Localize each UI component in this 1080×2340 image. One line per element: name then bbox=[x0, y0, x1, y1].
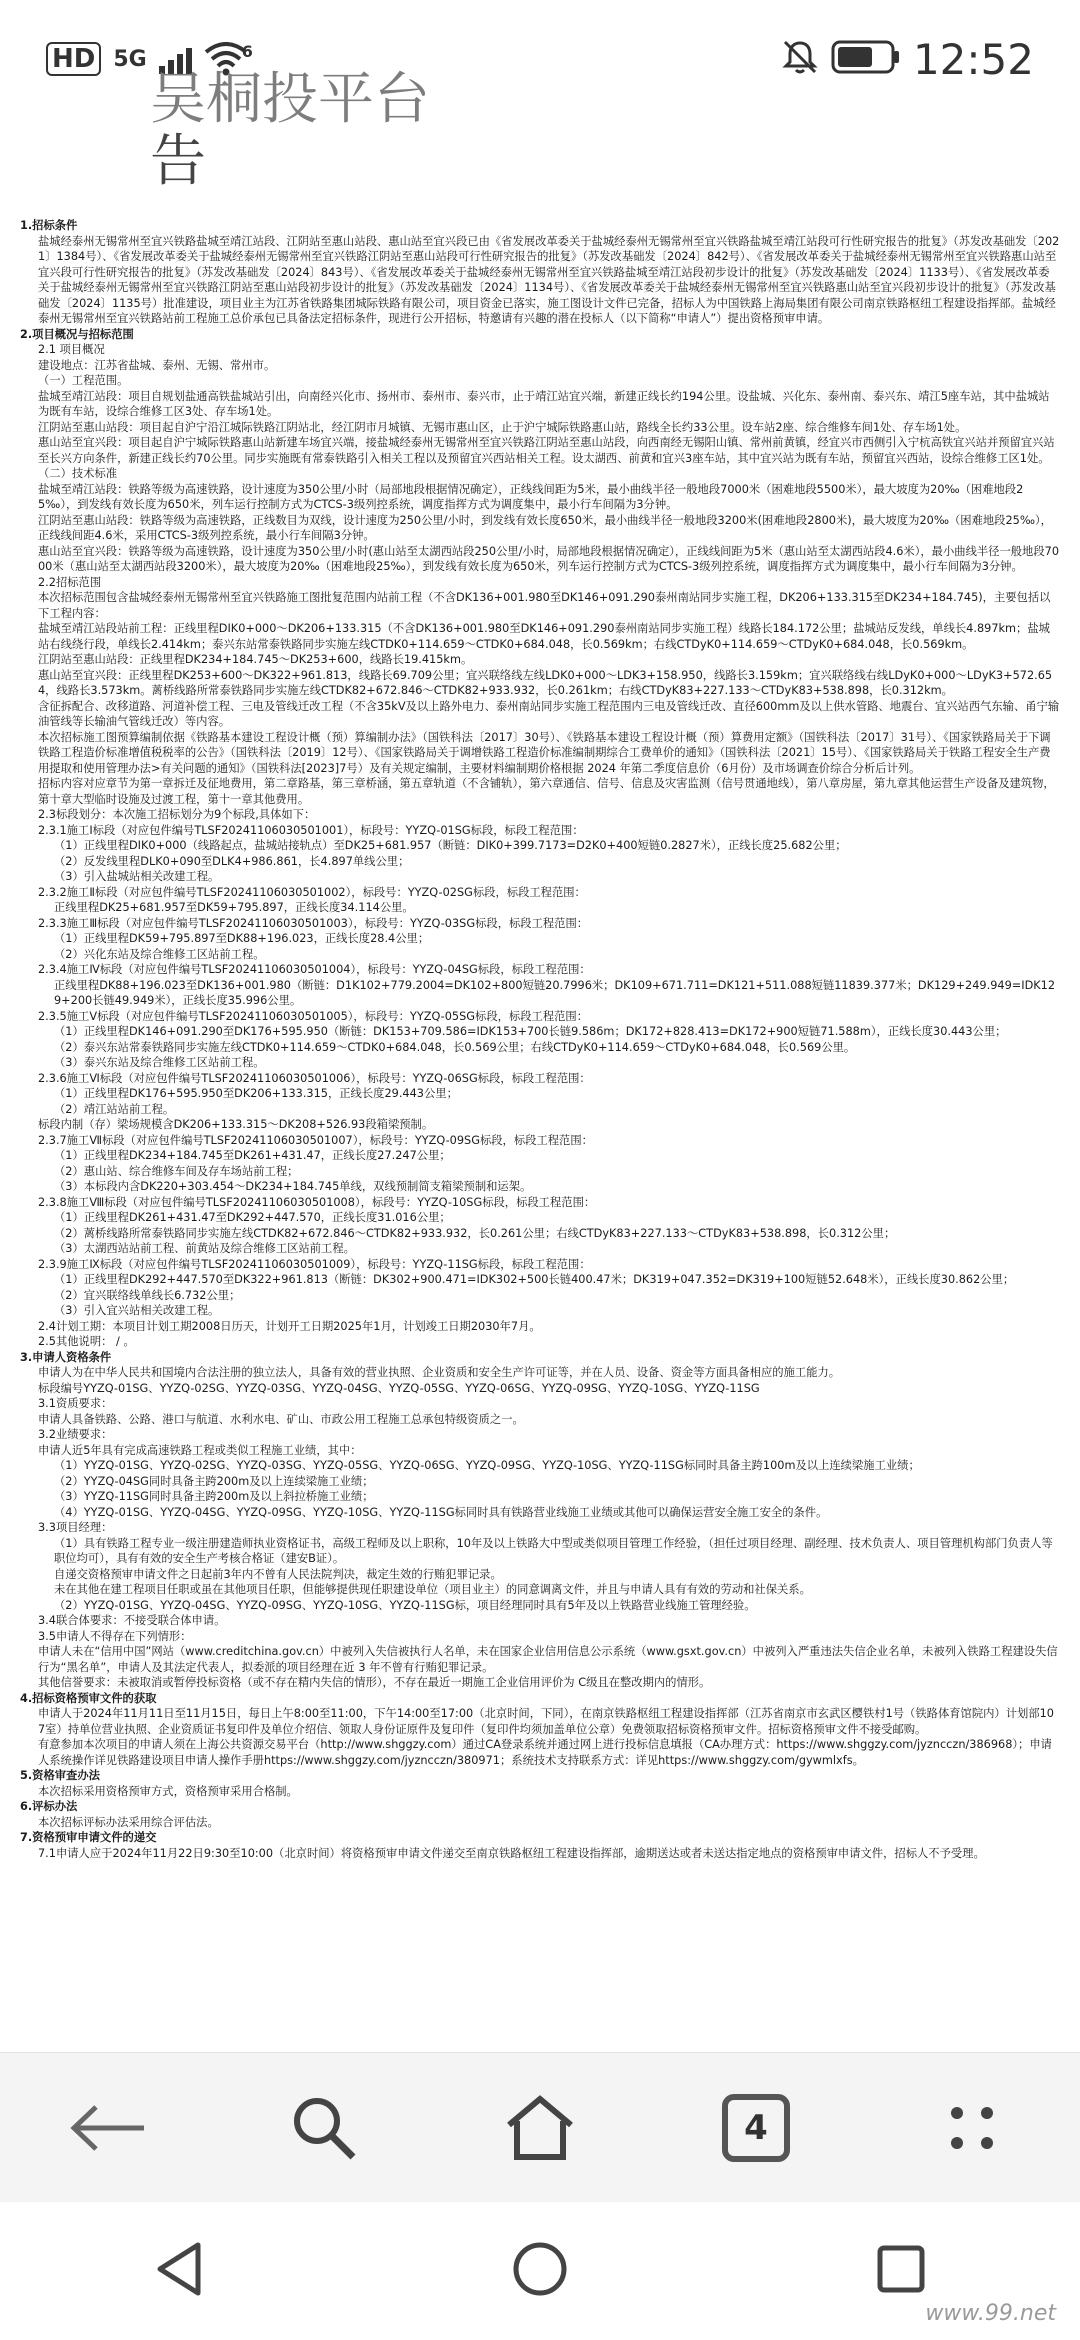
document-paragraph: 2.3.6施工Ⅵ标段（对应包件编号TLSF20241106030501006），标段号：YYZQ-06SG标段，标段工程范围： bbox=[38, 1071, 591, 1085]
document-paragraph: （1）正线里程DK234+184.745至DK261+431.47，正线长度27.247公里； bbox=[54, 1149, 451, 1162]
document-paragraph: 本次招标采用资格预审方式，资格预审采用合格制。 bbox=[38, 1784, 298, 1798]
search-icon bbox=[289, 2093, 359, 2163]
triangle-back-icon bbox=[154, 2241, 204, 2297]
document-paragraph: 2.3.2施工Ⅱ标段（对应包件编号TLSF20241106030501002），标段号：YYZQ-02SG标段，标段工程范围： bbox=[38, 885, 586, 899]
document-paragraph: 有意参加本次项目的申请人须在上海公共资源交易平台（http://www.shggzy.com）通过CA登录系统并通过网上进行投标信息填报（CA办理方式：https://www.shggzy.com/jyzncczn/386968）；申请人系统操作详见铁路建设项目申请人操作手册https://www.shggzy.com/jyzncczn/380971；系统技术支持联系方式：详见https://www.shggzy.com/gywmlxfs。 bbox=[38, 1738, 1052, 1767]
document-paragraph: 2.2招标范围 bbox=[38, 575, 102, 589]
document-paragraph: （1）正线里程DK292+447.570至DK322+961.813（断链：DK302+900.471=IDK302+500长链400.47米；DK319+047.352=DK319+100短链52.648米），正线长度30.862公里； bbox=[54, 1273, 1015, 1286]
tabs-button[interactable] bbox=[696, 2068, 816, 2188]
section-heading: 5.资格审查办法 bbox=[20, 1769, 100, 1782]
document-paragraph: 正线里程DK88+196.023至DK136+001.980（断链：D1K102+779.2004=DK102+800短链20.7996米；DK109+671.711=DK121+511.088短链11839.377米；DK129+249.949=IDK129+200长链49.949米），正线长度35.996公里。 bbox=[54, 978, 1056, 1007]
document-paragraph: （1）正线里程DIK0+000（线路起点，盐城站接轨点）至DK25+681.957（断链：DIK0+399.7173=D2K0+400短链0.2827米），正线长度25.682公里； bbox=[54, 839, 847, 852]
document-paragraph: 江阴站至惠山站段：项目起自沪宁沿江城际铁路江阴站北，经江阴市月城镇、无锡市惠山区，止于沪宁城际铁路惠山站，路线全长约33公里。设车站2座、综合维修车间1处、存车场1处。 bbox=[38, 420, 967, 434]
back-button[interactable] bbox=[48, 2068, 168, 2188]
document-paragraph: （2）靖江站站前工程。 bbox=[54, 1102, 175, 1116]
document-paragraph: 3.3项目经理： bbox=[38, 1521, 113, 1534]
section-heading: 2.项目概况与招标范围 bbox=[20, 327, 134, 341]
circle-home-icon bbox=[512, 2241, 568, 2297]
document-paragraph: 3.1资质要求： bbox=[38, 1397, 113, 1410]
menu-button[interactable] bbox=[912, 2068, 1032, 2188]
section-heading: 3.申请人资格条件 bbox=[20, 1350, 112, 1364]
search-button[interactable] bbox=[264, 2068, 384, 2188]
title-partial: 吴桐投平台 bbox=[150, 70, 430, 132]
document-paragraph: （1）正线里程DK59+795.897至DK88+196.023，正线长度28.4公里； bbox=[54, 932, 430, 945]
document-paragraph: 7.1申请人应于2024年11月22日9:30至10:00（北京时间）将资格预审申请文件递交至南京铁路枢纽工程建设指挥部，逾期送达或者未送达指定地点的资格预审申请文件，招标人不予受理。 bbox=[38, 1846, 985, 1860]
document-paragraph: （1）正线里程DK261+431.47至DK292+447.570，正线长度31.016公里； bbox=[54, 1211, 451, 1224]
document-paragraph: 申请人近5年具有完成高速铁路工程或类似工程施工业绩，其中： bbox=[38, 1443, 362, 1457]
document-paragraph: 盐城至靖江站段：项目自规划盐通高铁盐城站引出，向南经兴化市、扬州市、泰州市、泰兴市，止于靖江站宜兴端，新建正线长约194公里。设盐城、兴化东、泰州南、泰兴东、靖江5座车站，其中盐城站为既有车站，设综合维修工区3处、存车场1处。 bbox=[38, 389, 1050, 418]
document-paragraph: 申请人为在中华人民共和国境内合法注册的独立法人，具备有效的营业执照、企业资质和安全生产许可证等，并在人员、设备、资金等方面具备相应的施工能力。 bbox=[38, 1366, 841, 1379]
document-paragraph: （3）引入盐城站相关改建工程。 bbox=[54, 870, 220, 883]
document-paragraph: 3.5申请人不得存在下列情形： bbox=[38, 1629, 192, 1643]
document-paragraph: （4）YYZQ-01SG、YYZQ-04SG、YYZQ-09SG、YYZQ-10SG、YYZQ-11SG标同时具有铁路营业线施工业绩或其他可以确保运营安全施工安全的条件。 bbox=[54, 1505, 828, 1519]
browser-toolbar bbox=[0, 2052, 1080, 2203]
document-paragraph: （3）太湖西站站前工程、前黄站及综合维修工区站前工程。 bbox=[54, 1242, 355, 1255]
document-paragraph: 本次招标范围包含盐城经泰州无锡常州至宜兴铁路施工图批复范围内站前工程（不含DK136+001.980至DK146+091.290泰州南站同步实施工程，DK206+133.315至DK234+184.745)，主要包括以下工程内容： bbox=[38, 591, 1051, 620]
section-heading: 6.评标办法 bbox=[20, 1800, 78, 1813]
document-paragraph: 2.3.5施工Ⅴ标段（对应包件编号TLSF20241106030501005），标段号：YYZQ-05SG标段，标段工程范围： bbox=[38, 1009, 589, 1023]
document-paragraph: 江阴站至惠山站段：铁路等级为高速铁路，正线数目为双线，设计速度为250公里/小时，到发线有效长度650米，最小曲线半径一般地段3200米(困难地段2800米)，最大坡度为20‰（困难地段25‰），正线线间距4.6米，采用CTCS-3级列控系统，最小行车间隔3分钟。 bbox=[38, 513, 1052, 542]
section-heading: 4.招标资格预审文件的获取 bbox=[20, 1691, 157, 1705]
document-paragraph: 2.1 项目概况 bbox=[38, 343, 105, 356]
document-paragraph: （2）反发线里程DLK0+090至DLK4+986.861，长4.897单线公里； bbox=[54, 854, 410, 868]
document-paragraph: 未在其他在建工程项目任职或虽在其他项目任职，但能够提供现任职建设单位（项目业主）的同意调离文件，并且与申请人具有有效的劳动和社保关系。 bbox=[54, 1583, 811, 1596]
document-paragraph: （3）YYZQ-11SG同时具备主跨200m及以上斜拉桥施工业绩； bbox=[54, 1490, 374, 1503]
document-paragraph: 本次招标施工图预算编制依据《铁路基本建设工程设计概（预）算编制办法》（国铁科法〔2017〕30号）、《铁路基本建设工程设计概（预）算费用定额》（国铁科法〔2017〕31号）、《国家铁路局关于下调铁路工程造价标准增值税税率的公告》（国铁科法〔2019〕12号）、《国家铁路局关于调增铁路工程造价标准编制期综合工费单价的通知》（国铁科法〔2021〕15号）、《国家铁路局关于铁路工程安全生产费用提取和使用管理办法>有关问题的通知》（国铁科法[2023]7号）及有关规定编制，主要材料编制期价格根据 2024 年第二季度信息价（6月份）及市场调查价综合分析后计列。 bbox=[38, 730, 1051, 775]
wifi-badge: 6 bbox=[241, 42, 253, 61]
document-paragraph: 申请人未在“信用中国”网站（www.creditchina.gov.cn）中被列入失信被执行人名单，未在国家企业信用信息公示系统（www.gsxt.gov.cn）中被列入严重违法失信企业名单，未被列入铁路工程建设失信行为“黑名单”，申请人及其法定代表人，拟委派的项目经理在近 3 年不曾有行贿犯罪记录。 bbox=[38, 1645, 1058, 1674]
document-paragraph: 正线里程DK25+681.957至DK59+795.897，正线长度34.114公里。 bbox=[54, 901, 414, 914]
document-paragraph: 申请人具备铁路、公路、港口与航道、水利水电、矿山、市政公用工程施工总承包特级资质之一。 bbox=[38, 1412, 524, 1426]
document-paragraph: 建设地点：江苏省盐城、泰州、无锡、常州市。 bbox=[38, 358, 276, 372]
menu-dots-icon bbox=[947, 2103, 997, 2153]
hd-badge: HD bbox=[46, 42, 101, 76]
document-paragraph: 盐城至靖江站段：铁路等级为高速铁路，设计速度为350公里/小时（局部地段根据情况确定），正线线间距为5米，最小曲线半径一般地段7000米（困难地段5500米），最大坡度为20‰（困难地段25‰），到发线有效长度为650米，列车运行控制方式为CTCS-3级列控系统，调度指挥方式为调度集中，最小行车间隔为3分钟。 bbox=[38, 482, 1024, 511]
document-paragraph: 盐城经泰州无锡常州至宜兴铁路盐城至靖江站段、江阴站至惠山站段、惠山站至宜兴段已由《省发展改革委关于盐城经泰州无锡常州至宜兴铁路盐城至靖江站段可行性研究报告的批复》（苏发改基础发〔2021〕1384号）、《省发展改革委关于盐城经泰州无锡常州至宜兴铁路江阴站至惠山站段可行性研究报告的批复》（苏发改基础发〔2024〕842号）、《省发展改革委关于盐城经泰州无锡常州至宜兴铁路惠山站至宜兴段可行性研究报告的批复》（苏发改基础发〔2024〕843号）、《省发展改革委关于盐城经泰州无锡常州至宜兴铁路盐城至靖江站段初步设计的批复》（苏发改基础发〔2024〕1133号）、《省发展改革委关于盐城经泰州无锡常州至宜兴铁路江阴站至惠山站段初步设计的批复》（苏发改基础发〔2024〕1134号）、《省发展改革委关于盐城经泰州无锡常州至宜兴铁路惠山站至宜兴段初步设计的批复》（苏发改基础发〔2024〕1135号）批准建设，项目业主为江苏省铁路集团城际铁路有限公司，项目资金已落实，施工图设计文件已完备，招标人为中国铁路上海局集团有限公司南京铁路枢纽工程建设指挥部。盐城经泰州无锡常州至宜兴铁路站前工程施工总价承包已具备法定招标条件，现进行公开招标，特邀请有兴趣的潜在投标人（以下简称“申请人”）提出资格预审申请。 bbox=[38, 234, 1060, 325]
document-paragraph: 本次招标评标办法采用综合评估法。 bbox=[38, 1815, 219, 1829]
document-paragraph: 含征拆配合、改移道路、河道补偿工程、三电及管线迁改工程（不含35kV及以上路外电力、泰州南站同步实施工程范围内三电及管线迁改、直径600mm及以上供水管路、地震台、宜兴站西气东输、甬宁输油管线等长输油气管线迁改）等内容。 bbox=[38, 699, 1060, 728]
document-paragraph: （2）泰兴东站常泰铁路同步实施左线CTDK0+114.659～CTDK0+684.048，长0.569公里；右线CTDyK0+114.659～CTDyK0+684.048，长0.569公里。 bbox=[54, 1040, 856, 1054]
document-paragraph: （1）正线里程DK146+091.290至DK176+595.950（断链：DK153+709.586=IDK153+700长链9.586m；DK172+828.413=DK172+900短链71.588m），正线长度30.443公里； bbox=[54, 1025, 1007, 1038]
document-paragraph: （2）兴化东站及综合维修工区站前工程。 bbox=[54, 947, 265, 961]
document-paragraph: 自递交资格预审申请文件之日起前3年内不曾有人民法院判决，裁定生效的行贿犯罪记录。 bbox=[54, 1567, 502, 1581]
document-paragraph: （1）正线里程DK176+595.950至DK206+133.315，正线长度29.443公里； bbox=[54, 1087, 458, 1100]
document-paragraph: （1）具有铁路工程专业一级注册建造师执业资格证书，高级工程师及以上职称，10年及以上铁路大中型或类似项目管理工作经验，（担任过项目经理、副经理、技术负责人、项目管理机构部门负责人等职位均可），具有有效的安全生产考核合格证（建安B证）。 bbox=[54, 1536, 1053, 1565]
document-paragraph: （二）技术标准 bbox=[38, 467, 118, 480]
document-paragraph: 招标内容对应章节为第一章拆迁及征地费用，第二章路基，第三章桥涵，第五章轨道（不含铺轨），第六章通信、信号、信息及灾害监测（信号贯通地线），第八章房屋，第九章其他运营生产设备及建筑物，第十章大型临时设施及过渡工程，第十一章其他费用。 bbox=[38, 777, 1055, 806]
document-paragraph: 2.3.9施工Ⅸ标段（对应包件编号TLSF20241106030501009），标段号：YYZQ-11SG标段，标段工程范围： bbox=[38, 1257, 591, 1271]
system-back-button[interactable] bbox=[154, 2241, 204, 2301]
document-paragraph: 2.3.8施工Ⅷ标段（对应包件编号TLSF20241106030501008），标段号：YYZQ-10SG标段，标段工程范围： bbox=[38, 1195, 596, 1209]
system-recents-button[interactable] bbox=[876, 2244, 926, 2298]
document-paragraph: 惠山站至宜兴段：项目起自沪宁城际铁路惠山站新建车场宜兴端，接盐城经泰州无锡常州至宜兴铁路江阴站至惠山站段，向西南经无锡阳山镇、常州前黄镇，经宜兴市西侧引入宁杭高铁宜兴站并预留宜兴站至长兴方向条件，新建正线长约70公里。同步实施既有常泰铁路引入相关工程以及预留宜兴西站相关工程。设太湖西、前黄和宜兴3座车站，其中宜兴站为既有车站，预留宜兴西站，设综合维修工区1处。 bbox=[38, 436, 1055, 465]
document-paragraph: 2.3标段划分：本次施工招标划分为9个标段,具体如下： bbox=[38, 808, 316, 821]
home-icon bbox=[503, 2093, 577, 2163]
network-type: 5G bbox=[113, 46, 147, 72]
title-tail: 告 bbox=[150, 129, 206, 194]
document-paragraph: 申请人于2024年11月11日至11月15日，每日上午8:00至11:00，下午14:00至17:00（北京时间，下同），在南京铁路枢纽工程建设指挥部（江苏省南京市玄武区樱铁村1号（铁路体育馆院内）计划部107室）持单位营业执照、企业资质证书复印件及单位介绍信、领取人身份证原件及复印件（复印件均须加盖单位公章）免费领取招标资格预审文件。招标资格预审文件不接受邮购。 bbox=[38, 1707, 1054, 1736]
section-heading: 1.招标条件 bbox=[20, 219, 78, 232]
back-arrow-icon bbox=[68, 2103, 148, 2153]
tabs-count: 4 bbox=[722, 2094, 790, 2162]
document-paragraph: 标段编号YYZQ-01SG、YYZQ-02SG、YYZQ-03SG、YYZQ-04SG、YYZQ-05SG、YYZQ-06SG、YYZQ-09SG、YYZQ-10SG、YYZQ-11SG bbox=[38, 1381, 760, 1395]
document-paragraph: 惠山站至宜兴段：正线里程DK253+600～DK322+961.813，线路长69.709公里；宜兴联络线左线LDK0+000～LDK3+158.950，线路长3.159km；宜兴联络线右线LDyK0+000～LDyK3+572.654，线路长3.573km。蓠桥线路所常泰铁路同步实施左线CTDK82+672.846～CTDK82+933.932，长0.261km；右线CTDyK83+227.133～CTDyK83+538.898，长0.312km。 bbox=[38, 668, 1053, 697]
document-paragraph: （3）引入宜兴站相关改建工程。 bbox=[54, 1304, 220, 1317]
document-paragraph: （2）蓠桥线路所常泰铁路同步实施左线CTDK82+672.846～CTDK82+933.932，长0.261公里；右线CTDyK83+227.133～CTDyK83+538.898，长0.312公里； bbox=[54, 1226, 896, 1240]
system-nav-bar bbox=[0, 2202, 1080, 2340]
document-paragraph: （2）惠山站、综合维修车间及存车场站前工程； bbox=[54, 1164, 299, 1178]
document-paragraph: 其他信誉要求：未被取消或暂停投标资格（或不存在精内失信的情形），不存在最近一期施工企业信用评价为 C级且在整改期内的情形。 bbox=[38, 1676, 711, 1689]
section-heading: 7.资格预审申请文件的递交 bbox=[20, 1831, 157, 1844]
document-paragraph: 3.4联合体要求：不接受联合体申请。 bbox=[38, 1614, 226, 1627]
document-paragraph: 2.3.4施工Ⅳ标段（对应包件编号TLSF20241106030501004），标段号：YYZQ-04SG标段，标段工程范围： bbox=[38, 963, 591, 976]
document-paragraph: （2）宜兴联络线单线长6.732公里； bbox=[54, 1288, 241, 1302]
document-paragraph: （2）YYZQ-04SG同时具备主跨200m及以上连续梁施工业绩； bbox=[54, 1474, 374, 1488]
clock: 12:52 bbox=[912, 34, 1034, 84]
square-recents-icon bbox=[876, 2244, 926, 2294]
document-paragraph: （3）泰兴东站及综合维修工区站前工程。 bbox=[54, 1056, 265, 1069]
document-text bbox=[20, 218, 1060, 1861]
announcement-document[interactable] bbox=[20, 70, 1060, 2060]
watermark: www.99.net bbox=[925, 2301, 1056, 2326]
home-button[interactable] bbox=[480, 2068, 600, 2188]
document-paragraph: （2）YYZQ-01SG、YYZQ-04SG、YYZQ-09SG、YYZQ-10SG、YYZQ-11SG标，项目经理同时具有5年及以上铁路营业线施工管理经验。 bbox=[54, 1598, 756, 1612]
document-paragraph: 盐城至靖江站段站前工程：正线里程DIK0+000～DK206+133.315（不含DK136+001.980至DK146+091.290泰州南站同步实施工程）线路长184.172公里；盐城站反发线，单线长4.897km；盐城站右线绕行段，单线长2.414km；泰兴东站常泰铁路同步实施左线CTDK0+114.659～CTDK0+684.048，长0.569km；右线CTDyK0+114.659～CTDyK0+684.048，长0.569km。 bbox=[38, 622, 1050, 651]
document-paragraph: 2.3.7施工Ⅶ标段（对应包件编号TLSF20241106030501007），标段号：YYZQ-09SG标段，标段工程范围： bbox=[38, 1133, 593, 1147]
document-paragraph: （1）YYZQ-01SG、YYZQ-02SG、YYZQ-03SG、YYZQ-05SG、YYZQ-06SG、YYZQ-09SG、YYZQ-10SG、YYZQ-11SG标同时具备主跨100m及以上连续梁施工业绩； bbox=[54, 1459, 920, 1472]
document-paragraph: 标段内制（存）梁场规模含DK206+133.315～DK208+526.93段箱梁预制。 bbox=[38, 1118, 434, 1131]
system-home-button[interactable] bbox=[512, 2241, 568, 2301]
document-paragraph: （3）本标段内含DK220+303.454～DK234+184.745单线，双线预制简支箱梁预制和运架。 bbox=[54, 1180, 532, 1193]
document-paragraph: 2.4计划工期：本项目计划工期2008日历天，计划开工日期2025年1月，计划竣工日期2030年7月。 bbox=[38, 1319, 541, 1333]
document-paragraph: 2.5其他说明： / 。 bbox=[38, 1335, 135, 1348]
document-paragraph: 惠山站至宜兴段：铁路等级为高速铁路，设计速度为350公里/小时(惠山站至太湖西站段250公里/小时，局部地段根据情况确定），正线线间距为5米（惠山站至太湖西站段4.6米），最小曲线半径一般地段7000米（惠山站至太湖西站段3200米），最大坡度为20‰（困难地段25‰），到发线有效长度为650米，列车运行控制方式为CTCS-3级列控系统，调度指挥方式为调度集中，最小行车间隔为3分钟。 bbox=[38, 544, 1060, 573]
document-paragraph: 2.3.1施工Ⅰ标段（对应包件编号TLSF20241106030501001），标段号：YYZQ-01SG标段，标段工程范围： bbox=[38, 823, 584, 837]
document-paragraph: 2.3.3施工Ⅲ标段（对应包件编号TLSF20241106030501003），标段号：YYZQ-03SG标段，标段工程范围： bbox=[38, 916, 589, 930]
document-paragraph: 3.2业绩要求： bbox=[38, 1428, 113, 1441]
document-paragraph: （一）工程范围。 bbox=[38, 374, 129, 387]
document-paragraph: 江阴站至惠山站段：正线里程DK234+184.745～DK253+600，线路长19.415km。 bbox=[38, 653, 473, 666]
